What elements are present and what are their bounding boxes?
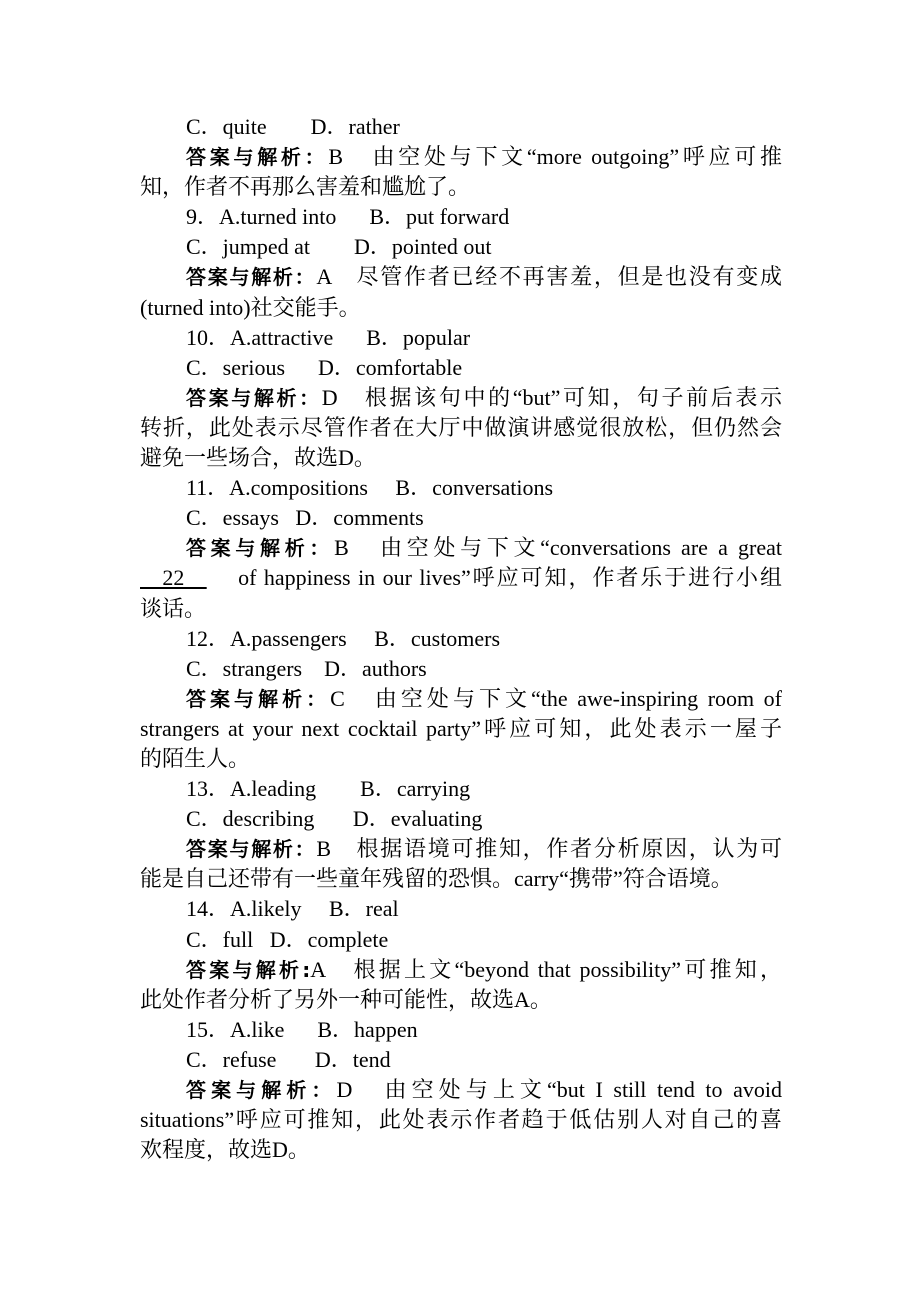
question-options: 11．A.compositions B．conversations [186,475,554,501]
answer-explanation-line [140,172,782,202]
answer-key-content [140,112,782,1165]
explanation-text: B 由空处与下文“conversations are a great [334,535,782,561]
explanation-text: (turned into)社交能手。 [140,294,361,320]
explanation-text: strangers at your next cocktail party”呼应可知，此处表示一屋子 [140,715,782,741]
answer-explanation-line [140,864,782,894]
explanation-text: B 根据语境可推知，作者分析原因，认为可 [316,836,782,862]
explanation-text: C 由空处与下文“the awe-inspiring room of [330,685,782,711]
question-options: C．strangers D．authors [186,655,427,681]
question-options: C．serious D．comfortable [186,354,463,380]
answer-label: 答案与解析： [186,686,331,711]
question-options: 14．A.likely B．real [186,896,399,922]
answer-explanation-line [140,533,782,563]
question-options: 10．A.attractive B．popular [186,324,471,350]
question-options: C．refuse D．tend [186,1046,391,1072]
explanation-text: D 根据该句中的“but”可知，句子前后表示 [321,384,783,410]
answer-label: 答案与解析： [186,536,335,561]
answer-explanation-line [140,1075,782,1105]
answer-explanation-line [140,834,782,864]
explanation-text: situations”呼应可推知，此处表示作者趋于低估别人对自己的喜 [140,1107,782,1133]
explanation-text: D 由空处与上文“but I still tend to avoid [336,1077,783,1102]
answer-label: 答案与解析: [186,957,311,982]
question-options: C．full D．complete [186,926,389,952]
answer-explanation-line [140,262,782,292]
answer-label: 答案与解析： [186,265,317,290]
answer-explanation-line [140,413,782,443]
answer-label: 答案与解析： [186,145,329,170]
explanation-text: 能是自己还带有一些童年残留的恐惧。carry“携带”符合语境。 [140,866,733,892]
explanation-text: 转折，此处表示尽管作者在大厅中做演讲感觉很放松，但仍然会 [140,414,782,440]
answer-explanation-line [140,985,782,1015]
answer-label: 答案与解析： [186,385,322,410]
answer-explanation-line [140,383,782,413]
answer-explanation-line [140,714,782,744]
explanation-text: 避免一些场合，故选D。 [140,445,376,471]
question-options: C．quite D．rather [186,114,400,139]
answer-explanation-line [140,443,782,473]
question-options: 12．A.passengers B．customers [186,625,501,651]
answer-explanation-line [140,955,782,985]
question-options: 9．A.turned into B．put forward [186,204,510,230]
explanation-text: 谈话。 [140,595,207,621]
explanation-text: B 由空处与下文“more outgoing”呼应可推 [328,144,783,170]
answer-explanation-line [140,142,782,172]
explanation-text: 的陌生人。 [140,745,251,771]
explanation-text: 欢程度，故选D。 [140,1137,310,1163]
blank-22: 22 [140,565,207,591]
answer-explanation-line [140,1135,782,1165]
question-options: 15．A.like B．happen [186,1016,418,1042]
question-options: 13．A.leading B．carrying [186,776,471,802]
explanation-text: A 尽管作者已经不再害羞，但是也没有变成 [316,264,782,290]
answer-explanation-line [140,1105,782,1135]
explanation-text: 此处作者分析了另外一种可能性，故选A。 [140,986,552,1012]
answer-label: 答案与解析： [186,837,317,862]
explanation-text: 知，作者不再那么害羞和尴尬了。 [140,174,471,200]
answer-explanation-line [140,744,782,774]
question-options: C．describing D．evaluating [186,806,483,832]
answer-explanation-line [140,594,782,624]
question-options: C．jumped at D．pointed out [186,234,492,260]
answer-explanation-line [140,684,782,714]
explanation-text: 22 of happiness in our lives”呼应可知，作者乐于进行小组 [140,565,783,591]
explanation-text: A 根据上文“beyond that possibility”可推知， [310,956,782,982]
answer-explanation-line [140,293,782,323]
answer-explanation-line [140,563,782,593]
answer-label: 答案与解析： [186,1078,337,1102]
question-options: C．essays D．comments [186,505,424,531]
